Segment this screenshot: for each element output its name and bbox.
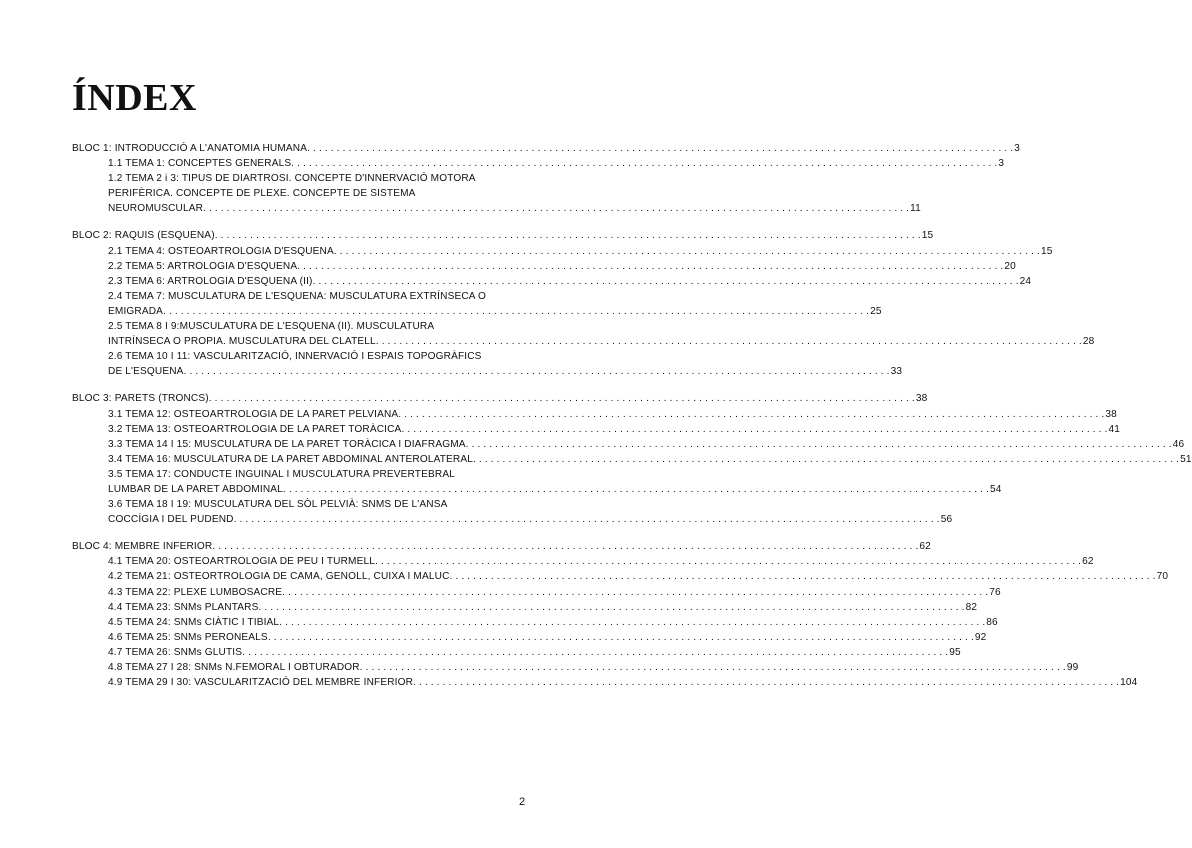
toc-page-number: 24: [1019, 275, 1032, 287]
dot-leader: . . . . . . . . . . . . . . . . . . . . . . . . . . . . . . . . . . . . . . . . . . . . . . . . . . . . . . . . . . . . . . . . . . . . . . . . . . . . . . . . . . . . . . . . . . . . . . . . . . . . . . . . . . . . . . . . . . . . . . . .: [279, 616, 986, 628]
toc-entry-text-line: 4.4 TEMA 23: SNMs PLANTARS: [108, 601, 259, 613]
toc-entry: [72, 171, 921, 216]
toc-page-number: 76: [989, 586, 1001, 598]
toc-entry-text-line: DE L'ESQUENA: [108, 366, 184, 378]
toc-bloc-heading: [72, 228, 934, 243]
toc-page-number: 20: [1004, 260, 1016, 272]
toc-page-number: 3: [998, 158, 1005, 170]
toc-entry: [72, 660, 1079, 675]
toc-bloc-heading: [72, 539, 931, 554]
dot-leader: . . . . . . . . . . . . . . . . . . . . . . . . . . . . . . . . . . . . . . . . . . . . . . . . . . . . . . . . . . . . . . . . . . . . . . . . . . . . . . . . . . . . . . . . . . . . . . . . . . . . . . . . . . . . . . . . . . . . . . . .: [233, 514, 940, 526]
toc-entry-text-line: 2.6 TEMA 10 I 11: VASCULARITZACIÓ, INNERVACIÓ I ESPAIS TOPOGRÀFICS: [108, 351, 482, 363]
dot-leader: . . . . . . . . . . . . . . . . . . . . . . . . . . . . . . . . . . . . . . . . . . . . . . . . . . . . . . . . . . . . . . . . . . . . . . . . . . . . . . . . . . . . . . . . . . . . . . . . . . . . . . . . . . . . . . . . . . . . . . . .: [282, 586, 989, 598]
toc-bloc: [72, 539, 1169, 690]
dot-leader: . . . . . . . . . . . . . . . . . . . . . . . . . . . . . . . . . . . . . . . . . . . . . . . . . . . . . . . . . . . . . . . . . . . . . . . . . . . . . . . . . . . . . . . . . . . . . . . . . . . . . . . . . . . . . . . . . . . . . . . .: [401, 423, 1108, 435]
toc-page-number: 41: [1108, 423, 1121, 435]
toc-bloc-heading: [72, 141, 1020, 156]
toc-entry: [72, 289, 882, 319]
toc-bloc: [72, 141, 1020, 216]
dot-leader: . . . . . . . . . . . . . . . . . . . . . . . . . . . . . . . . . . . . . . . . . . . . . . . . . . . . . . . . . . . . . . . . . . . . . . . . . . . . . . . . . . . . . . . . . . . . . . . . . . . . . . . . . . . . . . . . . . . . . . . .: [473, 453, 1180, 465]
toc-page-number: 99: [1066, 662, 1079, 673]
toc-entry-text-line: 4.2 TEMA 21: OSTEORTROLOGIA DE CAMA, GENOLL, CUIXA I MALUC: [108, 571, 450, 583]
toc-entry-text-line: 3.1 TEMA 12: OSTEOARTROLOGIA DE LA PARET PELVIANA: [108, 408, 399, 420]
toc-entry-text-line: 2.5 TEMA 8 I 9:MUSCULATURA DE L'ESQUENA (II). MUSCULATURA: [108, 321, 435, 333]
toc-page-number: 56: [940, 514, 953, 526]
toc-entry: [72, 349, 903, 379]
dot-leader: . . . . . . . . . . . . . . . . . . . . . . . . . . . . . . . . . . . . . . . . . . . . . . . . . . . . . . . . . . . . . . . . . . . . . . . . . . . . . . . . . . . . . . . . . . . . . . . . . . . . . . . . . . . . . . . . . . . . . . . .: [359, 662, 1066, 673]
toc-page-number: 82: [965, 601, 978, 613]
toc-entry: [72, 407, 1117, 422]
toc-entry-text-line: 4.5 TEMA 24: SNMs CIÀTIC I TIBIAL: [108, 616, 280, 628]
toc-entry-text-line: 3.3 TEMA 14 I 15: MUSCULATURA DE LA PARET TORÀCICA I DIAFRAGMA: [108, 438, 466, 450]
toc-page-number: 3: [1014, 143, 1020, 154]
dot-leader: . . . . . . . . . . . . . . . . . . . . . . . . . . . . . . . . . . . . . . . . . . . . . . . . . . . . . . . . . . . . . . . . . . . . . . . . . . . . . . . . . . . . . . . . . . . . . . . . . . . . . . . . . . . . . . . . . . . . . . . .: [242, 646, 949, 658]
toc-entry-text-line: BLOC 2: RAQUIS (ESQUENA): [72, 230, 215, 242]
toc-entry: [72, 274, 1032, 289]
toc-entry-text-line: 2.2 TEMA 5: ARTROLOGIA D'ESQUENA: [108, 260, 298, 272]
toc-entry-text-line: 3.5 TEMA 17: CONDUCTE INGUINAL I MUSCULATURA PREVERTEBRAL: [108, 468, 455, 480]
toc-entry: [72, 645, 961, 660]
toc-entry: [72, 554, 1094, 569]
toc-page-number: 11: [910, 203, 921, 215]
toc-page-number: 25: [870, 305, 882, 317]
page-number: 2: [519, 796, 526, 808]
toc-page-number: 62: [919, 541, 931, 553]
toc-entry-text-line: BLOC 4: MEMBRE INFERIOR: [72, 541, 213, 553]
toc-page-number: 62: [1082, 556, 1094, 568]
dot-leader: . . . . . . . . . . . . . . . . . . . . . . . . . . . . . . . . . . . . . . . . . . . . . . . . . . . . . . . . . . . . . . . . . . . . . . . . . . . . . . . . . . . . . . . . . . . . . . . . . . . . . . . . . . . . . . . . . . . . . . . .: [307, 143, 1014, 154]
toc-entry: [72, 630, 987, 645]
toc-entry-text-line: 4.9 TEMA 29 I 30: VASCULARITZACIÓ DEL MEMBRE INFERIOR: [108, 677, 414, 689]
dot-leader: . . . . . . . . . . . . . . . . . . . . . . . . . . . . . . . . . . . . . . . . . . . . . . . . . . . . . . . . . . . . . . . . . . . . . . . . . . . . . . . . . . . . . . . . . . . . . . . . . . . . . . . . . . . . . . . . . . . . . . . .: [282, 483, 990, 495]
toc-page-number: 86: [986, 616, 998, 628]
toc-page-number: 54: [990, 483, 1002, 495]
toc-entry: [72, 259, 1016, 274]
toc-entry-text-line: 3.4 TEMA 16: MUSCULATURA DE LA PARET ABDOMINAL ANTEROLATERAL: [108, 453, 474, 465]
dot-leader: . . . . . . . . . . . . . . . . . . . . . . . . . . . . . . . . . . . . . . . . . . . . . . . . . . . . . . . . . . . . . . . . . . . . . . . . . . . . . . . . . . . . . . . . . . . . . . . . . . . . . . . . . . . . . . . . . . . . . . . .: [183, 366, 890, 378]
toc-entry-text-line: 4.7 TEMA 26: SNMs GLUTIS: [108, 646, 243, 658]
toc-page-number: 38: [915, 393, 928, 405]
toc-page-number: 92: [974, 631, 987, 643]
toc-entry-text-line: LUMBAR DE LA PARET ABDOMINAL: [108, 483, 283, 495]
toc-entry: [72, 437, 1185, 452]
toc-page-number: 104: [1120, 677, 1138, 689]
toc-entry-text-line: 4.3 TEMA 22: PLEXE LUMBOSACRE: [108, 586, 283, 598]
toc-entry: [72, 600, 978, 615]
dot-leader: . . . . . . . . . . . . . . . . . . . . . . . . . . . . . . . . . . . . . . . . . . . . . . . . . . . . . . . . . . . . . . . . . . . . . . . . . . . . . . . . . . . . . . . . . . . . . . . . . . . . . . . . . . . . . . . . . . . . . . . .: [297, 260, 1004, 272]
toc-entry-text-line: 1.2 TEMA 2 i 3: TIPUS DE DIARTROSI. CONCEPTE D'INNERVACIÓ MOTORA: [108, 173, 476, 185]
toc-entry: [72, 156, 1005, 171]
toc-entry-text-line: BLOC 3: PARETS (TRONCS): [72, 393, 209, 405]
toc-page-number: 51: [1180, 453, 1192, 465]
dot-leader: . . . . . . . . . . . . . . . . . . . . . . . . . . . . . . . . . . . . . . . . . . . . . . . . . . . . . . . . . . . . . . . . . . . . . . . . . . . . . . . . . . . . . . . . . . . . . . . . . . . . . . . . . . . . . . . . . . . . . . . .: [375, 556, 1082, 568]
toc-page-number: 33: [890, 366, 903, 378]
dot-leader: . . . . . . . . . . . . . . . . . . . . . . . . . . . . . . . . . . . . . . . . . . . . . . . . . . . . . . . . . . . . . . . . . . . . . . . . . . . . . . . . . . . . . . . . . . . . . . . . . . . . . . . . . . . . . . . . . . . . . . . .: [214, 230, 921, 242]
toc-entry-text-line: NEUROMUSCULAR: [108, 203, 204, 215]
toc-entry-text-line: 4.6 TEMA 25: SNMs PERONEALS: [108, 631, 268, 643]
toc-entry: [72, 319, 1095, 349]
dot-leader: . . . . . . . . . . . . . . . . . . . . . . . . . . . . . . . . . . . . . . . . . . . . . . . . . . . . . . . . . . . . . . . . . . . . . . . . . . . . . . . . . . . . . . . . . . . . . . . . . . . . . . . . . . . . . . . . . . . . . . . .: [449, 571, 1156, 583]
toc-entry: [72, 422, 1121, 437]
toc-entry-text-line: 3.2 TEMA 13: OSTEOARTROLOGIA DE LA PARET TORÀCICA: [108, 423, 402, 435]
toc-page-number: 15: [1040, 245, 1053, 257]
toc-bloc: [72, 228, 1095, 379]
toc-page-number: 28: [1082, 336, 1095, 348]
table-of-contents: [72, 141, 1192, 702]
toc-entry-text-line: COCCÍGIA I DEL PUDEND: [108, 514, 234, 526]
toc-bloc-heading: [72, 391, 928, 406]
dot-leader: . . . . . . . . . . . . . . . . . . . . . . . . . . . . . . . . . . . . . . . . . . . . . . . . . . . . . . . . . . . . . . . . . . . . . . . . . . . . . . . . . . . . . . . . . . . . . . . . . . . . . . . . . . . . . . . . . . . . . . . .: [413, 677, 1120, 689]
toc-entry-text-line: EMIGRADA: [108, 305, 164, 317]
toc-entry-text-line: 2.3 TEMA 6: ARTROLOGIA D'ESQUENA (II): [108, 275, 313, 287]
toc-entry-text-line: 2.4 TEMA 7: MUSCULATURA DE L'ESQUENA: MUSCULATURA EXTRÍNSECA O: [108, 290, 487, 302]
toc-page-number: 95: [949, 646, 961, 658]
toc-page-number: 15: [921, 230, 934, 242]
toc-entry: [72, 585, 1001, 600]
dot-leader: . . . . . . . . . . . . . . . . . . . . . . . . . . . . . . . . . . . . . . . . . . . . . . . . . . . . . . . . . . . . . . . . . . . . . . . . . . . . . . . . . . . . . . . . . . . . . . . . . . . . . . . . . . . . . . . . . . . . . . . .: [267, 631, 974, 643]
dot-leader: . . . . . . . . . . . . . . . . . . . . . . . . . . . . . . . . . . . . . . . . . . . . . . . . . . . . . . . . . . . . . . . . . . . . . . . . . . . . . . . . . . . . . . . . . . . . . . . . . . . . . . . . . . . . . . . . . . . . . . . .: [375, 336, 1082, 348]
toc-page-number: 38: [1105, 408, 1117, 420]
toc-bloc: [72, 391, 1192, 527]
toc-entry: [72, 244, 1053, 259]
toc-entry-text-line: 1.1 TEMA 1: CONCEPTES GENERALS: [108, 158, 292, 170]
dot-leader: . . . . . . . . . . . . . . . . . . . . . . . . . . . . . . . . . . . . . . . . . . . . . . . . . . . . . . . . . . . . . . . . . . . . . . . . . . . . . . . . . . . . . . . . . . . . . . . . . . . . . . . . . . . . . . . . . . . . . . . .: [398, 408, 1105, 420]
dot-leader: . . . . . . . . . . . . . . . . . . . . . . . . . . . . . . . . . . . . . . . . . . . . . . . . . . . . . . . . . . . . . . . . . . . . . . . . . . . . . . . . . . . . . . . . . . . . . . . . . . . . . . . . . . . . . . . . . . . . . . . .: [212, 541, 919, 553]
dot-leader: . . . . . . . . . . . . . . . . . . . . . . . . . . . . . . . . . . . . . . . . . . . . . . . . . . . . . . . . . . . . . . . . . . . . . . . . . . . . . . . . . . . . . . . . . . . . . . . . . . . . . . . . . . . . . . . . . . . . . . . .: [465, 438, 1172, 450]
toc-entry: [72, 615, 998, 630]
toc-entry-text-line: 2.1 TEMA 4: OSTEOARTROLOGIA D'ESQUENA: [108, 245, 334, 257]
toc-page-number: 46: [1172, 438, 1185, 450]
dot-leader: . . . . . . . . . . . . . . . . . . . . . . . . . . . . . . . . . . . . . . . . . . . . . . . . . . . . . . . . . . . . . . . . . . . . . . . . . . . . . . . . . . . . . . . . . . . . . . . . . . . . . . . . . . . . . . . . . . . . . . . .: [312, 275, 1019, 287]
toc-entry: [72, 467, 1002, 497]
toc-entry-text-line: 4.8 TEMA 27 I 28: SNMs N.FEMORAL I OBTURADOR: [108, 662, 360, 673]
dot-leader: . . . . . . . . . . . . . . . . . . . . . . . . . . . . . . . . . . . . . . . . . . . . . . . . . . . . . . . . . . . . . . . . . . . . . . . . . . . . . . . . . . . . . . . . . . . . . . . . . . . . . . . . . . . . . . . . . . . . . . . .: [203, 203, 910, 215]
toc-entry: [72, 497, 953, 527]
toc-entry-text-line: 4.1 TEMA 20: OSTEOARTROLOGIA DE PEU I TURMELL: [108, 556, 376, 568]
toc-entry: [72, 452, 1192, 467]
toc-page-number: 70: [1156, 571, 1169, 583]
dot-leader: . . . . . . . . . . . . . . . . . . . . . . . . . . . . . . . . . . . . . . . . . . . . . . . . . . . . . . . . . . . . . . . . . . . . . . . . . . . . . . . . . . . . . . . . . . . . . . . . . . . . . . . . . . . . . . . . . . . . . . . .: [258, 601, 965, 613]
dot-leader: . . . . . . . . . . . . . . . . . . . . . . . . . . . . . . . . . . . . . . . . . . . . . . . . . . . . . . . . . . . . . . . . . . . . . . . . . . . . . . . . . . . . . . . . . . . . . . . . . . . . . . . . . . . . . . . . . . . . . . . .: [333, 245, 1040, 257]
dot-leader: . . . . . . . . . . . . . . . . . . . . . . . . . . . . . . . . . . . . . . . . . . . . . . . . . . . . . . . . . . . . . . . . . . . . . . . . . . . . . . . . . . . . . . . . . . . . . . . . . . . . . . . . . . . . . . . . . . . . . . . .: [208, 393, 915, 405]
toc-entry: [72, 569, 1169, 584]
toc-entry: [72, 675, 1138, 690]
page-title: ÍNDEX: [72, 77, 197, 119]
toc-entry-text-line: 3.6 TEMA 18 I 19: MUSCULATURA DEL SÒL PELVIÀ: SNMS DE L'ANSA: [108, 499, 448, 511]
dot-leader: . . . . . . . . . . . . . . . . . . . . . . . . . . . . . . . . . . . . . . . . . . . . . . . . . . . . . . . . . . . . . . . . . . . . . . . . . . . . . . . . . . . . . . . . . . . . . . . . . . . . . . . . . . . . . . . . . . . . . . . .: [291, 158, 998, 170]
toc-entry-text-line: PERIFÈRICA. CONCEPTE DE PLEXE. CONCEPTE DE SISTEMA: [108, 188, 416, 200]
toc-entry-text-line: BLOC 1: INTRODUCCIÓ A L'ANATOMIA HUMANA: [72, 143, 308, 154]
toc-entry-text-line: INTRÍNSECA O PROPIA. MUSCULATURA DEL CLATELL: [108, 336, 376, 348]
dot-leader: . . . . . . . . . . . . . . . . . . . . . . . . . . . . . . . . . . . . . . . . . . . . . . . . . . . . . . . . . . . . . . . . . . . . . . . . . . . . . . . . . . . . . . . . . . . . . . . . . . . . . . . . . . . . . . . . . . . . . . . .: [163, 305, 870, 317]
